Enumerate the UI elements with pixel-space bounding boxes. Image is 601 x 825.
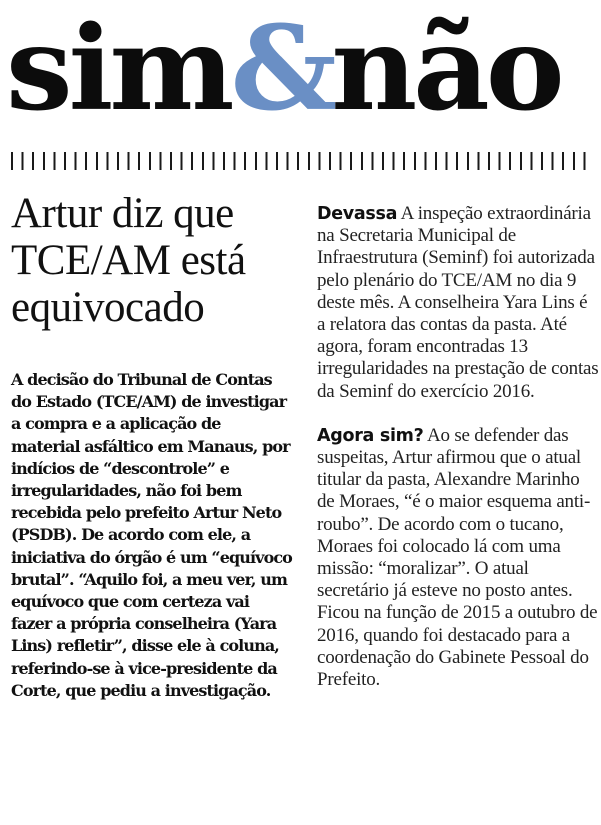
left-column [11,190,293,702]
article-lead-paragraph: A decisão do Tribunal de Contas do Estado (TCE/AM) de investigar a compra e a aplicação de material asfáltico em Manaus, por indícios de “descontrole” e irregularidades, não foi bem recebida pelo prefeito Artur Neto (PSDB). De acordo com ele, a iniciativa do órgão é um “equívoco brutal”. “Aquilo foi, a meu ver, um equívoco que com certeza vai fazer a própria conselheira (Yara Lins) refletir”, disse ele à coluna, referindo-se à vice-presidente da Corte, que pediu a investigação. [11,370,292,700]
column-title-word-nao: não [331,1,561,137]
section-agora-sim [317,425,599,691]
column-title [6,1,561,137]
section-devassa-kicker: Devassa [317,204,398,224]
tick-rule-divider [11,152,589,170]
section-agora-sim-kicker: Agora sim? [317,425,424,446]
section-agora-sim-text: Ao se defender das suspeitas, Artur afirmou que o atual titular da pasta, Alexandre Marinho de Moraes, “é o maior esquema anti-roubo”. De acordo com o tucano, Moraes foi colocado lá com uma missão: “moralizar”. O atual secretário já esteve no posto antes. Ficou na função de 2015 a outubro de 2016, quando foi destacado para a coordenação do Gabinete Pessoal do Prefeito. [317,424,598,691]
section-devassa [317,203,599,403]
column-title-word-sim: sim [6,1,231,137]
section-devassa-text: A inspeção extraordinária na Secretaria Municipal de Infraestrutura (Seminf) foi autorizada pelo plenário do TCE/AM no dia 9 deste mês. A conselheira Yara Lins é a relatora das contas da pasta. Até agora, foram encontradas 13 irregularidades na prestação de contas da Seminf do exercício 2016. [317,203,599,402]
article-headline: Artur diz que TCE/AM está equivocado [11,190,246,331]
column-masthead [0,0,601,140]
right-column [317,203,599,691]
column-title-ampersand: & [230,1,332,137]
